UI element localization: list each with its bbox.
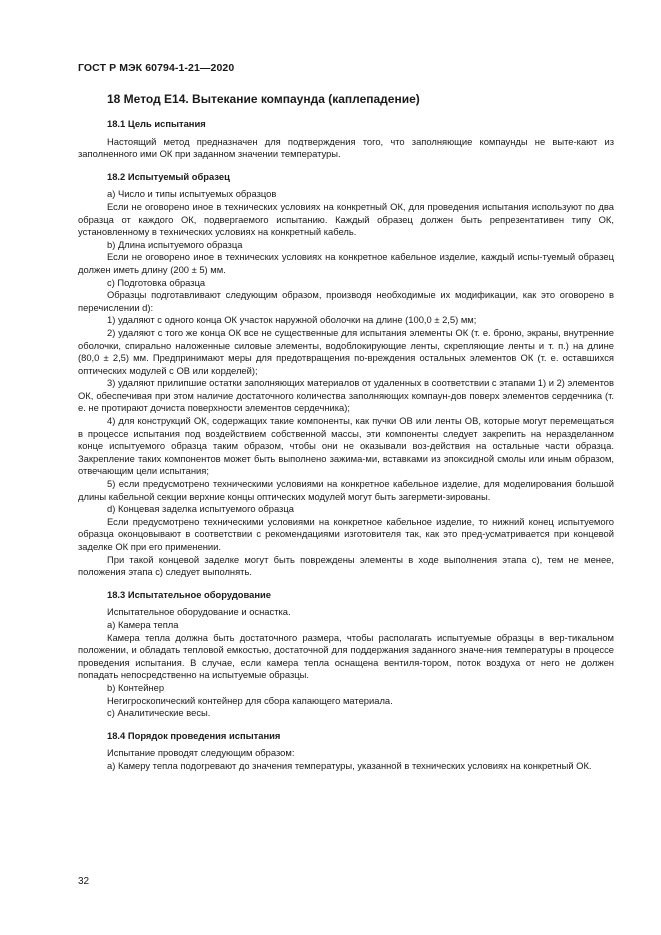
list-item-heading: a) Число и типы испытуемых образцов	[107, 188, 277, 200]
paragraph: Испытание проводят следующим образом:	[107, 747, 295, 759]
paragraph: Испытательное оборудование и оснастка.	[107, 606, 291, 618]
section-heading-18-2: 18.2 Испытуемый образец	[107, 170, 230, 182]
document-body	[78, 91, 614, 773]
paragraph: Если не оговорено иное в технических условиях на конкретное кабельное изделие, каждый испы-туемый образец должен иметь длину (200 ± 5) мм.	[78, 251, 614, 275]
step-item: 4) для конструкций ОК, содержащих такие компоненты, как пучки ОВ или ленты ОВ, которые могут перемещаться в процессе испытания под воздействием собственной массы, эти компоненты следует закрепить на неразделанном конце испытуемого образца таким образом, чтобы они не оказывали воз-действия на остальные части образца. Закрепление таких компонентов может быть выполнено зажима-ми, вставками из эпоксидной смолы или иным образом, отвечающим цели испытания;	[78, 415, 614, 477]
paragraph: Если не оговорено иное в технических условиях на конкретный ОК, для проведения испытания используют по два образца от каждого ОК, подвергаемого испытанию. Каждый образец должен быть репрезентативен типу ОК, установленному в технических условиях на конкретный кабель.	[78, 200, 614, 238]
section-heading-18-1: 18.1 Цель испытания	[107, 118, 206, 129]
paragraph: Настоящий метод предназначен для подтверждения того, что заполняющие компаунды не выте-кают из заполненного ими ОК при заданном значении температуры.	[78, 135, 614, 160]
list-item-heading: c) Аналитические весы.	[107, 707, 211, 719]
step-item: 2) удаляют с того же конца ОК все не существенные для испытания элементы ОК (т. е. броню, экраны, внутренние оболочки, спирально наложенные силовые элементы, водоблокирующие ленты, скрепляющие ленты и т. п.) на длине (80,0 ± 2,5) мм. Предпринимают меры для предотвращения по-вреждения остальных элементов ОК (т. е. оставшихся оптических модулей с ОВ или корделей);	[78, 326, 614, 376]
paragraph: Камера тепла должна быть достаточного размера, чтобы располагать испытуемые образцы в вер-тикальном положении, и обладать тепловой емкостью, достаточной для поддержания заданного значе-ния температуры в процессе проведения испытания. В случае, если камера тепла оснащена вентиля-тором, поток воздуха от него не должен попадать непосредственно на испытуемые образцы.	[78, 631, 614, 681]
main-heading: 18 Метод Е14. Вытекание компаунда (каплепадение)	[107, 92, 420, 106]
page-number: 32	[78, 876, 90, 887]
paragraph: Негигроскопический контейнер для сбора капающего материала.	[107, 694, 393, 706]
list-item-heading: d) Концевая заделка испытуемого образца	[107, 503, 294, 515]
section-heading-18-4: 18.4 Порядок проведения испытания	[107, 729, 281, 741]
paragraph: a) Камеру тепла подогревают до значения температуры, указанной в технических условиях на конкретный ОК.	[107, 759, 592, 771]
list-item-heading: b) Контейнер	[107, 681, 165, 693]
step-item: 1) удаляют с одного конца ОК участок наружной оболочки на длине (100,0 ± 2,5) мм;	[107, 314, 477, 326]
list-item-heading: b) Длина испытуемого образца	[107, 238, 243, 250]
paragraph: Образцы подготавливают следующим образом, производя необходимые их модификации, как это оговорено в перечислении d):	[78, 289, 614, 313]
section-heading-18-3: 18.3 Испытательное оборудование	[107, 588, 272, 600]
step-item: 5) если предусмотрено техническими условиями на конкретное кабельное изделие, для моделирования большой длины кабельной секции верхние концы оптических модулей могут быть загермети-зированы.	[78, 478, 614, 502]
list-item-heading: c) Подготовка образца	[107, 276, 206, 288]
paragraph: При такой концевой заделке могут быть повреждены элементы в ходе выполнения этапа с), тем не менее, положения этапа с) следует выполнять.	[78, 553, 614, 578]
document-header: ГОСТ Р МЭК 60794-1-21—2020	[78, 62, 235, 74]
step-item: 3) удаляют прилипшие остатки заполняющих материалов от удаленных в соответствии с этапами 1) и 2) элементов ОК, обеспечивая при этом наличие достаточного количества заполняющих компаун-дов поверх элементов сердечника (т. е. не протирают дочиста поверхности элементов сердечника);	[78, 377, 614, 414]
paragraph: Если предусмотрено техническими условиями на конкретное кабельное изделие, то нижний конец испытуемого образца оконцовывают в соответствии с рекомендациями изготовителя так, как это пред-усматривается при концевой заделке ОК при его применении.	[78, 515, 614, 552]
list-item-heading: a) Камера тепла	[107, 618, 179, 630]
